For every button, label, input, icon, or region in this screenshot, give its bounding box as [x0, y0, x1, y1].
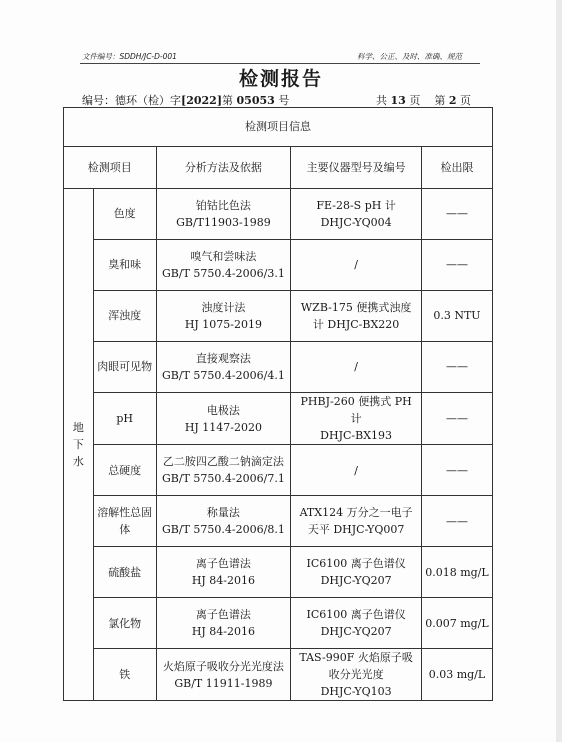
test-item-cell-line: 色度	[113, 207, 136, 221]
report-number-year: [2022]	[181, 94, 223, 107]
detection-limit-cell: ——	[421, 496, 492, 547]
method-cell-line: 嗅气和尝味法	[190, 249, 257, 263]
instrument-cell-line: 收分光光度	[328, 668, 384, 682]
method-cell	[156, 649, 291, 701]
instrument-cell-line: /	[354, 360, 358, 374]
method-cell-line: HJ 84-2016	[191, 625, 256, 639]
test-item-cell	[93, 496, 156, 547]
group-label-groundwater	[64, 189, 94, 701]
method-cell-line: GB/T 5750.4-2006/8.1	[162, 523, 285, 537]
method-cell-line: HJ 84-2016	[191, 574, 256, 588]
test-item-cell	[93, 445, 156, 496]
report-number-mid: 第	[222, 94, 234, 107]
page-edge	[556, 0, 562, 742]
method-cell-line: 浊度计法	[201, 300, 246, 314]
instrument-cell	[291, 291, 422, 342]
detection-limit-cell: ——	[421, 445, 492, 496]
page-counter	[376, 92, 471, 108]
instrument-cell-line: WZB-175 便携式浊度	[300, 300, 412, 314]
method-cell	[156, 342, 291, 393]
method-cell-line: 电极法	[206, 403, 240, 417]
column-header-instrument: 主要仪器型号及编号	[291, 147, 422, 189]
method-cell	[156, 496, 291, 547]
method-cell-line: GB/T 11911-1989	[174, 676, 273, 690]
total-suffix: 页	[409, 94, 421, 107]
report-number-suffix: 号	[278, 94, 290, 107]
instrument-cell	[291, 598, 422, 649]
table-row	[64, 649, 493, 701]
instrument-cell-line: IC6100 离子色谱仪	[306, 557, 406, 571]
page-suffix: 页	[459, 94, 471, 107]
instrument-cell-line: DHJC-YQ207	[320, 625, 392, 639]
table-row	[64, 342, 493, 393]
instrument-cell-line: PHBJ-260 便携式 PH 计	[300, 395, 412, 426]
instrument-cell-line: DHJC-YQ103	[320, 685, 392, 699]
document-number: 文件编号：SDDH/JC-D-001	[82, 52, 177, 61]
instrument-cell	[291, 342, 422, 393]
instrument-cell-line: 计 DHJC-BX220	[312, 318, 400, 331]
instrument-cell-line: TAS-990F 火焰原子吸	[299, 651, 413, 665]
test-item-cell	[93, 189, 156, 240]
method-cell-line: 离子色谱法	[195, 608, 251, 622]
group-label-char: 地	[72, 421, 84, 435]
detection-limit-cell: 0.3 NTU	[421, 291, 492, 342]
instrument-cell-line: IC6100 离子色谱仪	[306, 608, 406, 622]
instrument-cell-line: 天平 DHJC-YQ007	[307, 523, 405, 537]
group-label-char: 水	[72, 455, 84, 469]
table-row	[64, 393, 493, 445]
column-header-method: 分析方法及依据	[156, 147, 291, 189]
test-item-cell	[93, 547, 156, 598]
instrument-cell-line: /	[354, 463, 358, 477]
group-label-char: 下	[72, 438, 84, 452]
test-item-cell-line: 体	[119, 523, 131, 537]
method-cell-line: 火焰原子吸收分光光度法	[162, 659, 284, 673]
method-cell-line: GB/T 5750.4-2006/3.1	[162, 267, 285, 280]
method-cell	[156, 291, 291, 342]
test-item-cell	[93, 649, 156, 701]
report-title: 检测报告	[238, 68, 323, 90]
test-item-cell-line: 肉眼可见物	[97, 360, 153, 374]
test-item-cell	[93, 598, 156, 649]
instrument-cell	[291, 445, 422, 496]
method-cell-line: HJ 1147-2020	[184, 420, 263, 434]
instrument-cell	[291, 547, 422, 598]
test-item-cell-line: pH	[116, 412, 134, 426]
method-cell-line: HJ 1075-2019	[184, 318, 263, 331]
instrument-cell	[291, 393, 422, 445]
method-cell	[156, 598, 291, 649]
method-cell-line: 称量法	[206, 506, 240, 520]
table-row	[64, 240, 493, 291]
test-item-cell-line: 臭和味	[108, 258, 142, 272]
test-item-cell	[93, 291, 156, 342]
test-items-table	[63, 107, 493, 701]
test-item-cell	[93, 240, 156, 291]
section-title: 检测项目信息	[64, 108, 493, 147]
instrument-cell-line: FE-28-S pH 计	[316, 198, 396, 212]
column-header-item: 检测项目	[64, 147, 157, 189]
total-prefix: 共	[376, 94, 387, 107]
method-cell	[156, 240, 291, 291]
instrument-cell-line: DHJC-YQ004	[320, 216, 392, 229]
method-cell-line: 铂钴比色法	[195, 198, 251, 212]
instrument-cell-line: DHJC-YQ207	[320, 574, 392, 588]
instrument-cell-line: /	[354, 258, 358, 272]
table-row	[64, 291, 493, 342]
detection-limit-cell: ——	[421, 189, 492, 240]
report-number-label: 编号：德环（检）字	[82, 94, 181, 107]
method-cell-line: GB/T11903-1989	[176, 216, 271, 229]
report-number-code: 05053	[236, 94, 275, 107]
detection-limit-cell: ——	[421, 240, 492, 291]
test-item-cell-line: 总硬度	[108, 463, 142, 477]
detection-limit-cell: ——	[421, 393, 492, 445]
column-header-limit: 检出限	[421, 147, 492, 189]
test-item-cell	[93, 342, 156, 393]
page-number: 2	[448, 94, 457, 107]
table-row	[64, 598, 493, 649]
test-item-cell-line: 溶解性总固	[97, 506, 153, 520]
instrument-cell	[291, 189, 422, 240]
detection-limit-cell: 0.018 mg/L	[421, 547, 492, 598]
method-cell	[156, 393, 291, 445]
method-cell	[156, 547, 291, 598]
method-cell	[156, 189, 291, 240]
test-item-cell-line: 浑浊度	[108, 309, 142, 323]
header-motto: 科学、公正、及时、准确、规范	[357, 52, 462, 61]
instrument-cell	[291, 240, 422, 291]
test-item-cell-line: 氯化物	[108, 616, 142, 630]
total-pages: 13	[390, 94, 406, 107]
method-cell-line: 离子色谱法	[195, 557, 251, 571]
method-cell-line: 直接观察法	[195, 351, 251, 365]
detection-limit-cell: ——	[421, 342, 492, 393]
report-number	[82, 92, 289, 108]
test-item-cell-line: 硫酸盐	[108, 565, 142, 579]
instrument-cell-line: DHJC-BX193	[320, 429, 393, 443]
instrument-cell	[291, 649, 422, 701]
method-cell	[156, 445, 291, 496]
page-prefix: 第	[434, 94, 446, 107]
instrument-cell-line: ATX124 万分之一电子	[299, 506, 413, 520]
table-row	[64, 189, 493, 240]
detection-limit-cell: 0.007 mg/L	[421, 598, 492, 649]
instrument-cell	[291, 496, 422, 547]
table-row	[64, 445, 493, 496]
method-cell-line: 乙二胺四乙酸二钠滴定法	[162, 455, 284, 469]
table-row	[64, 496, 493, 547]
method-cell-line: GB/T 5750.4-2006/7.1	[162, 472, 285, 486]
test-item-cell-line: 铁	[119, 668, 131, 682]
detection-limit-cell: 0.03 mg/L	[421, 649, 492, 701]
table-row	[64, 547, 493, 598]
method-cell-line: GB/T 5750.4-2006/4.1	[162, 369, 285, 382]
test-item-cell	[93, 393, 156, 445]
